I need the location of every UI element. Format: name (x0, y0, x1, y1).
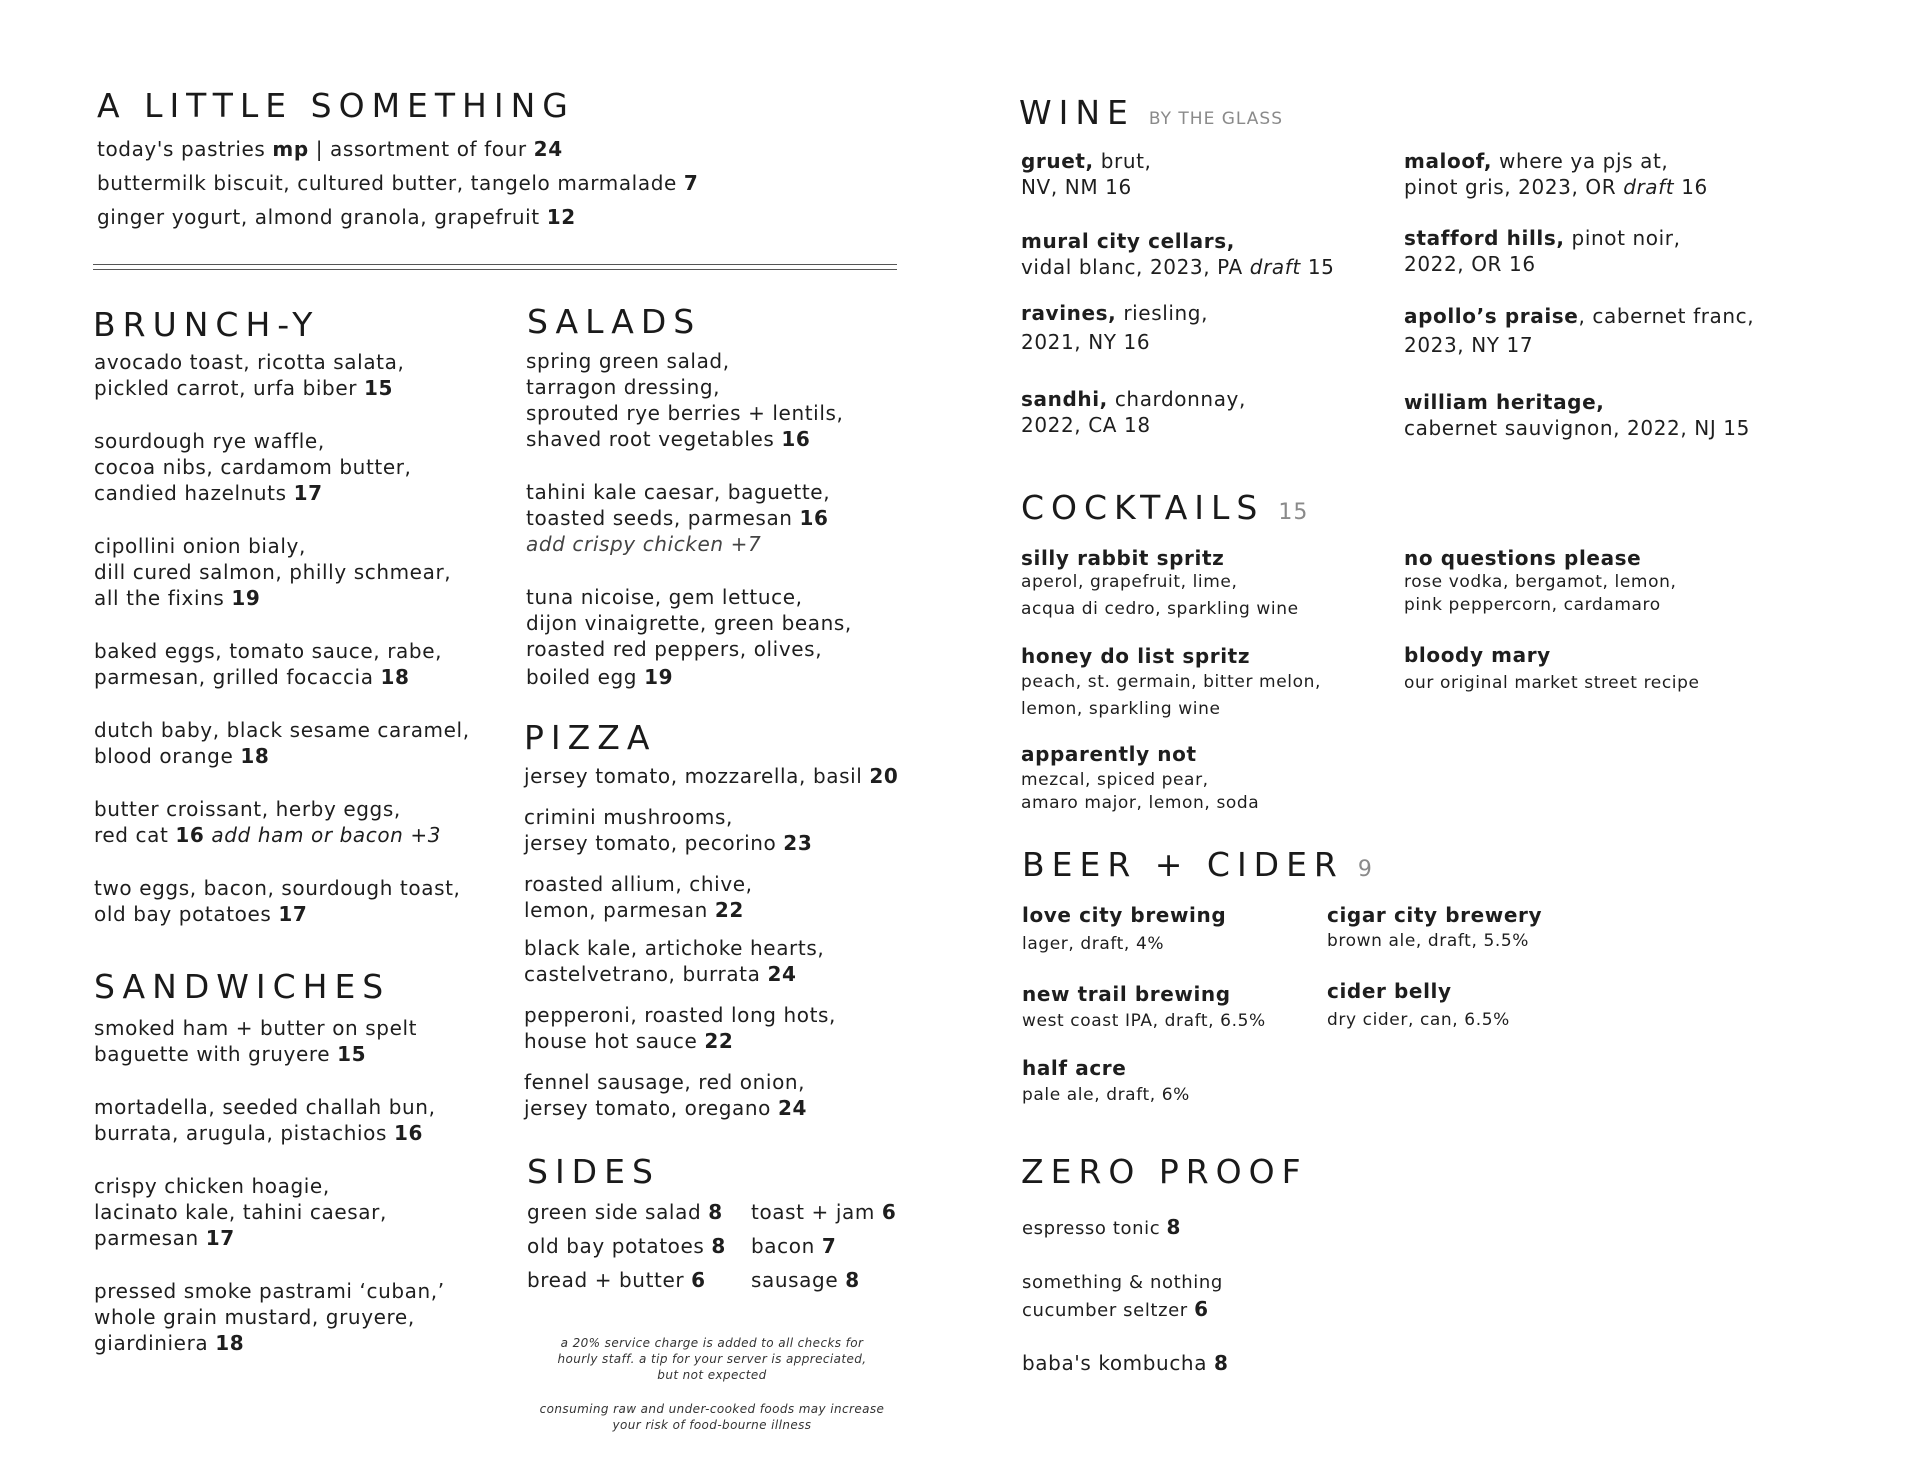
cocktail-item (1021, 643, 1321, 721)
heading-text: BEER + CIDER (1022, 845, 1344, 884)
beer-item (1022, 902, 1226, 956)
cocktail-item (1404, 545, 1676, 617)
menu-item (526, 348, 852, 452)
item-text: tarragon dressing, (526, 375, 721, 399)
item-text: cocoa nibs, cardamom butter, (94, 455, 412, 479)
menu-item (94, 1173, 445, 1251)
item-text: dutch baby, black sesame caramel, (94, 718, 470, 742)
item-price: 18 (240, 744, 270, 768)
section-heading-salads: SALADS (527, 302, 702, 341)
item-name: ravines, (1021, 301, 1117, 325)
menu-item (94, 1094, 445, 1146)
note-line: consuming raw and under-cooked foods may increase (539, 1402, 885, 1416)
item-price: 24 (767, 962, 797, 986)
item-text: baguette with gruyere (94, 1042, 338, 1066)
item-name: cigar city brewery (1327, 903, 1543, 927)
wine-item (1021, 386, 1246, 438)
item-text: acqua di cedro, sparkling wine (1021, 599, 1299, 619)
item-text: black kale, artichoke hearts, (524, 936, 825, 960)
salads-list (526, 348, 852, 690)
item-text: 2021, NY 16 (1021, 330, 1151, 354)
section-price: 15 (1278, 500, 1309, 525)
item-text: bread + butter (527, 1268, 692, 1292)
item-text: NV, NM 16 (1021, 175, 1132, 199)
heading-subtitle: BY THE GLASS (1148, 109, 1283, 129)
item-text: fennel sausage, red onion, (524, 1070, 806, 1094)
item-text: burrata, arugula, pistachios (94, 1121, 394, 1145)
heading-text: WINE (1019, 93, 1135, 132)
item-text: butter croissant, herby eggs, (94, 797, 401, 821)
cocktail-item (1021, 741, 1259, 815)
menu-item (94, 533, 470, 611)
menu-item (526, 479, 852, 557)
item-price: 24 (533, 137, 563, 161)
item-text: boiled egg (526, 665, 645, 689)
item-text: spring green salad, (526, 349, 730, 373)
item-text: buttermilk biscuit, cultured butter, tangelo marmalade (97, 171, 684, 195)
item-text: roasted red peppers, olives, (526, 637, 823, 661)
item-text: bacon (751, 1234, 822, 1258)
item-text: brown ale, draft, 5.5% (1327, 931, 1530, 951)
item-text: blood orange (94, 744, 241, 768)
item-text: tuna nicoise, gem lettuce, (526, 585, 803, 609)
item-price: 8 (1166, 1215, 1182, 1239)
item-text: pinot noir, (1564, 226, 1681, 250)
item-text: avocado toast, ricotta salata, (94, 350, 405, 374)
raw-food-warning (520, 1401, 904, 1433)
menu-item (94, 1015, 445, 1067)
item-text: toast + jam (751, 1200, 882, 1224)
menu-item (526, 584, 852, 690)
menu-item (94, 875, 470, 927)
item-price: 17 (205, 1226, 235, 1250)
item-price: 17 (293, 481, 323, 505)
item-price: 22 (704, 1029, 734, 1053)
item-text: crimini mushrooms, (524, 805, 733, 829)
note-line: hourly staff. a tip for your server is appreciated, (557, 1352, 867, 1366)
item-text: brut, (1093, 149, 1152, 173)
item-name: apparently not (1021, 742, 1197, 766)
item-text: green side salad (527, 1200, 709, 1224)
menu-item (524, 935, 898, 987)
menu-item (94, 638, 470, 690)
item-price: 16 (799, 506, 829, 530)
item-text: house hot sauce (524, 1029, 705, 1053)
item-text: | assortment of four (308, 137, 534, 161)
section-heading-pizza: PIZZA (524, 718, 657, 757)
item-text: lager, draft, 4% (1022, 934, 1165, 954)
item-text: today's pastries (97, 137, 273, 161)
item-text: jersey tomato, mozzarella, basil (524, 764, 870, 788)
item-text: espresso tonic (1022, 1218, 1167, 1239)
menu-item (527, 1199, 723, 1225)
item-text: toasted seeds, parmesan (526, 506, 800, 530)
item-price: 20 (869, 764, 899, 788)
item-price: 7 (683, 171, 699, 195)
item-price: 19 (231, 586, 261, 610)
item-text: mezcal, spiced pear, (1021, 770, 1209, 790)
wine-item (1404, 303, 1754, 358)
item-price: 18 (215, 1331, 245, 1355)
item-price: 17 (278, 902, 308, 926)
menu-item (751, 1267, 860, 1293)
item-price: 23 (783, 831, 813, 855)
item-price: 24 (777, 1096, 808, 1120)
item-text: chardonnay, (1107, 387, 1246, 411)
item-name: love city brewing (1022, 903, 1227, 927)
beer-item (1022, 1055, 1190, 1107)
beer-item (1022, 981, 1266, 1033)
item-name: mural city cellars, (1021, 229, 1235, 253)
item-price: 16 (781, 427, 811, 451)
item-text: shaved root vegetables (526, 427, 782, 451)
item-price: 8 (1214, 1351, 1229, 1375)
item-text: sourdough rye waffle, (94, 429, 325, 453)
item-price: 22 (714, 898, 744, 922)
divider-rule (93, 269, 897, 270)
section-heading-little-something: A LITTLE SOMETHING (97, 86, 575, 125)
item-text: two eggs, bacon, sourdough toast, (94, 876, 461, 900)
menu-item (524, 871, 898, 923)
service-charge-note (520, 1335, 904, 1383)
item-price: 16 (175, 823, 205, 847)
item-text: dry cider, can, 6.5% (1327, 1010, 1510, 1030)
beer-item (1327, 978, 1510, 1032)
item-price: 7 (821, 1234, 837, 1258)
item-text: old bay potatoes (527, 1234, 712, 1258)
item-text: dill cured salmon, philly schmear, (94, 560, 452, 584)
item-name: william heritage, (1404, 390, 1605, 414)
section-heading-wine (1019, 93, 1283, 132)
item-text: pinot gris, 2023, OR (1404, 175, 1624, 199)
item-text: dijon vinaigrette, green beans, (526, 611, 852, 635)
menu-item (94, 717, 470, 769)
wine-item (1021, 300, 1208, 355)
item-name: half acre (1022, 1056, 1127, 1080)
item-text: baked eggs, tomato sauce, rabe, (94, 639, 443, 663)
item-addon: add crispy chicken +7 (526, 532, 762, 556)
item-price: 6 (691, 1268, 706, 1292)
item-text: baba's kombucha (1022, 1351, 1215, 1375)
pizza-list (524, 763, 898, 1121)
item-price: 18 (380, 665, 410, 689)
menu-item (524, 1069, 898, 1121)
heading-text: COCKTAILS (1021, 488, 1265, 527)
item-text: sprouted rye berries + lentils, (526, 401, 844, 425)
item-text: sausage (751, 1268, 846, 1292)
item-text: something & nothing (1022, 1272, 1223, 1293)
item-text: roasted allium, chive, (524, 872, 753, 896)
section-heading-sandwiches: SANDWICHES (94, 967, 391, 1006)
item-price: 12 (546, 205, 576, 229)
item-name: gruet, (1021, 149, 1094, 173)
item-text: tahini kale caesar, baguette, (526, 480, 831, 504)
menu-item (97, 170, 698, 196)
note-line: your risk of food-bourne illness (612, 1418, 812, 1432)
item-text: pressed smoke pastrami ‘cuban,’ (94, 1279, 445, 1303)
divider-rule (93, 264, 897, 265)
menu-item (751, 1199, 896, 1225)
beer-item (1327, 902, 1542, 953)
item-name: maloof, (1404, 149, 1493, 173)
section-price: 9 (1357, 857, 1373, 882)
item-name: apollo’s praise (1404, 304, 1579, 328)
menu-item (97, 136, 563, 162)
item-text: aperol, grapefruit, lime, (1021, 572, 1238, 592)
section-heading-beer-cider (1022, 845, 1373, 884)
item-text: old bay potatoes (94, 902, 279, 926)
section-heading-zero-proof: ZERO PROOF (1021, 1152, 1308, 1191)
wine-item (1404, 148, 1708, 200)
item-price: 16 (394, 1121, 424, 1145)
zero-proof-item (1022, 1216, 1181, 1240)
item-name: silly rabbit spritz (1021, 546, 1225, 570)
item-text: peach, st. germain, bitter melon, (1021, 672, 1321, 692)
item-text: all the fixins (94, 586, 232, 610)
item-name: no questions please (1404, 546, 1642, 570)
menu-item (527, 1267, 706, 1293)
item-text: mortadella, seeded challah bun, (94, 1095, 436, 1119)
item-price: 8 (711, 1234, 726, 1258)
menu-item (94, 428, 470, 506)
item-text: lemon, sparkling wine (1021, 699, 1221, 719)
item-draft: draft (1249, 255, 1301, 279)
item-name: new trail brewing (1022, 982, 1231, 1006)
menu-item (94, 349, 470, 401)
section-heading-brunch: BRUNCH-Y (93, 305, 320, 344)
brunch-list (94, 349, 470, 927)
item-name: cider belly (1327, 979, 1452, 1003)
item-price: 15 (364, 376, 394, 400)
item-text: 2022, OR 16 (1404, 252, 1536, 276)
item-text: pale ale, draft, 6% (1022, 1085, 1190, 1105)
item-text: 2023, NY 17 (1404, 333, 1534, 357)
item-name: honey do list spritz (1021, 644, 1251, 668)
note-line: a 20% service charge is added to all checks for (560, 1336, 864, 1350)
item-draft: draft (1623, 175, 1675, 199)
item-text: where ya pjs at, (1492, 149, 1669, 173)
item-text: lacinato kale, tahini caesar, (94, 1200, 387, 1224)
item-price: 8 (708, 1200, 723, 1224)
item-addon: add ham or bacon +3 (204, 823, 442, 847)
item-price: 8 (845, 1268, 860, 1292)
item-text: 16 (1674, 175, 1708, 199)
item-text: castelvetrano, burrata (524, 962, 768, 986)
item-text: 15 (1300, 255, 1335, 279)
item-price: 6 (1194, 1297, 1209, 1321)
item-text: smoked ham + butter on spelt (94, 1016, 418, 1040)
item-text: parmesan, grilled focaccia (94, 665, 381, 689)
item-text: parmesan (94, 1226, 206, 1250)
item-text: candied hazelnuts (94, 481, 294, 505)
item-price: 6 (881, 1200, 897, 1224)
item-text: riesling, (1116, 301, 1209, 325)
wine-item (1021, 148, 1152, 200)
cocktail-item (1404, 642, 1700, 695)
item-text: cipollini onion bialy, (94, 534, 306, 558)
item-price: 19 (644, 665, 674, 689)
menu-item (94, 796, 470, 848)
item-text: lemon, parmesan (524, 898, 715, 922)
menu-item (524, 804, 898, 856)
item-name: sandhi, (1021, 387, 1108, 411)
item-text: whole grain mustard, gruyere, (94, 1305, 415, 1329)
item-name: bloody mary (1404, 643, 1551, 667)
cocktail-item (1021, 545, 1299, 621)
item-text: red cat (94, 823, 176, 847)
sandwiches-list (94, 1015, 445, 1356)
wine-item (1404, 389, 1750, 441)
item-text: 2022, CA 18 (1021, 413, 1151, 437)
section-heading-sides: SIDES (527, 1152, 660, 1191)
menu-item (94, 1278, 445, 1356)
item-text: our original market street recipe (1404, 673, 1700, 693)
item-text: pink peppercorn, cardamaro (1404, 595, 1661, 615)
note-line: but not expected (657, 1368, 767, 1382)
item-text: amaro major, lemon, soda (1021, 793, 1260, 813)
wine-item (1404, 225, 1681, 277)
zero-proof-item (1022, 1270, 1223, 1324)
section-heading-cocktails (1021, 488, 1308, 527)
item-name: stafford hills, (1404, 226, 1565, 250)
menu-item (524, 1002, 898, 1054)
menu-item (97, 204, 576, 230)
item-text: cucumber seltzer (1022, 1300, 1195, 1321)
item-text: jersey tomato, pecorino (524, 831, 784, 855)
item-text: rose vodka, bergamot, lemon, (1404, 572, 1677, 592)
item-text: , cabernet franc, (1578, 304, 1755, 328)
item-text: giardiniera (94, 1331, 216, 1355)
item-text: vidal blanc, 2023, PA (1021, 255, 1250, 279)
wine-item (1021, 228, 1334, 280)
item-text: crispy chicken hoagie, (94, 1174, 330, 1198)
item-price: mp (272, 137, 309, 161)
menu-item (527, 1233, 726, 1259)
item-text: pickled carrot, urfa biber (94, 376, 365, 400)
item-price: 15 (337, 1042, 367, 1066)
item-text: cabernet sauvignon, 2022, NJ 15 (1404, 416, 1750, 440)
menu-item (751, 1233, 836, 1259)
menu-item (524, 763, 898, 789)
item-text: jersey tomato, oregano (524, 1096, 778, 1120)
item-text: west coast IPA, draft, 6.5% (1022, 1011, 1266, 1031)
item-text: ginger yogurt, almond granola, grapefruit (97, 205, 547, 229)
zero-proof-item (1022, 1350, 1229, 1376)
item-text: pepperoni, roasted long hots, (524, 1003, 837, 1027)
